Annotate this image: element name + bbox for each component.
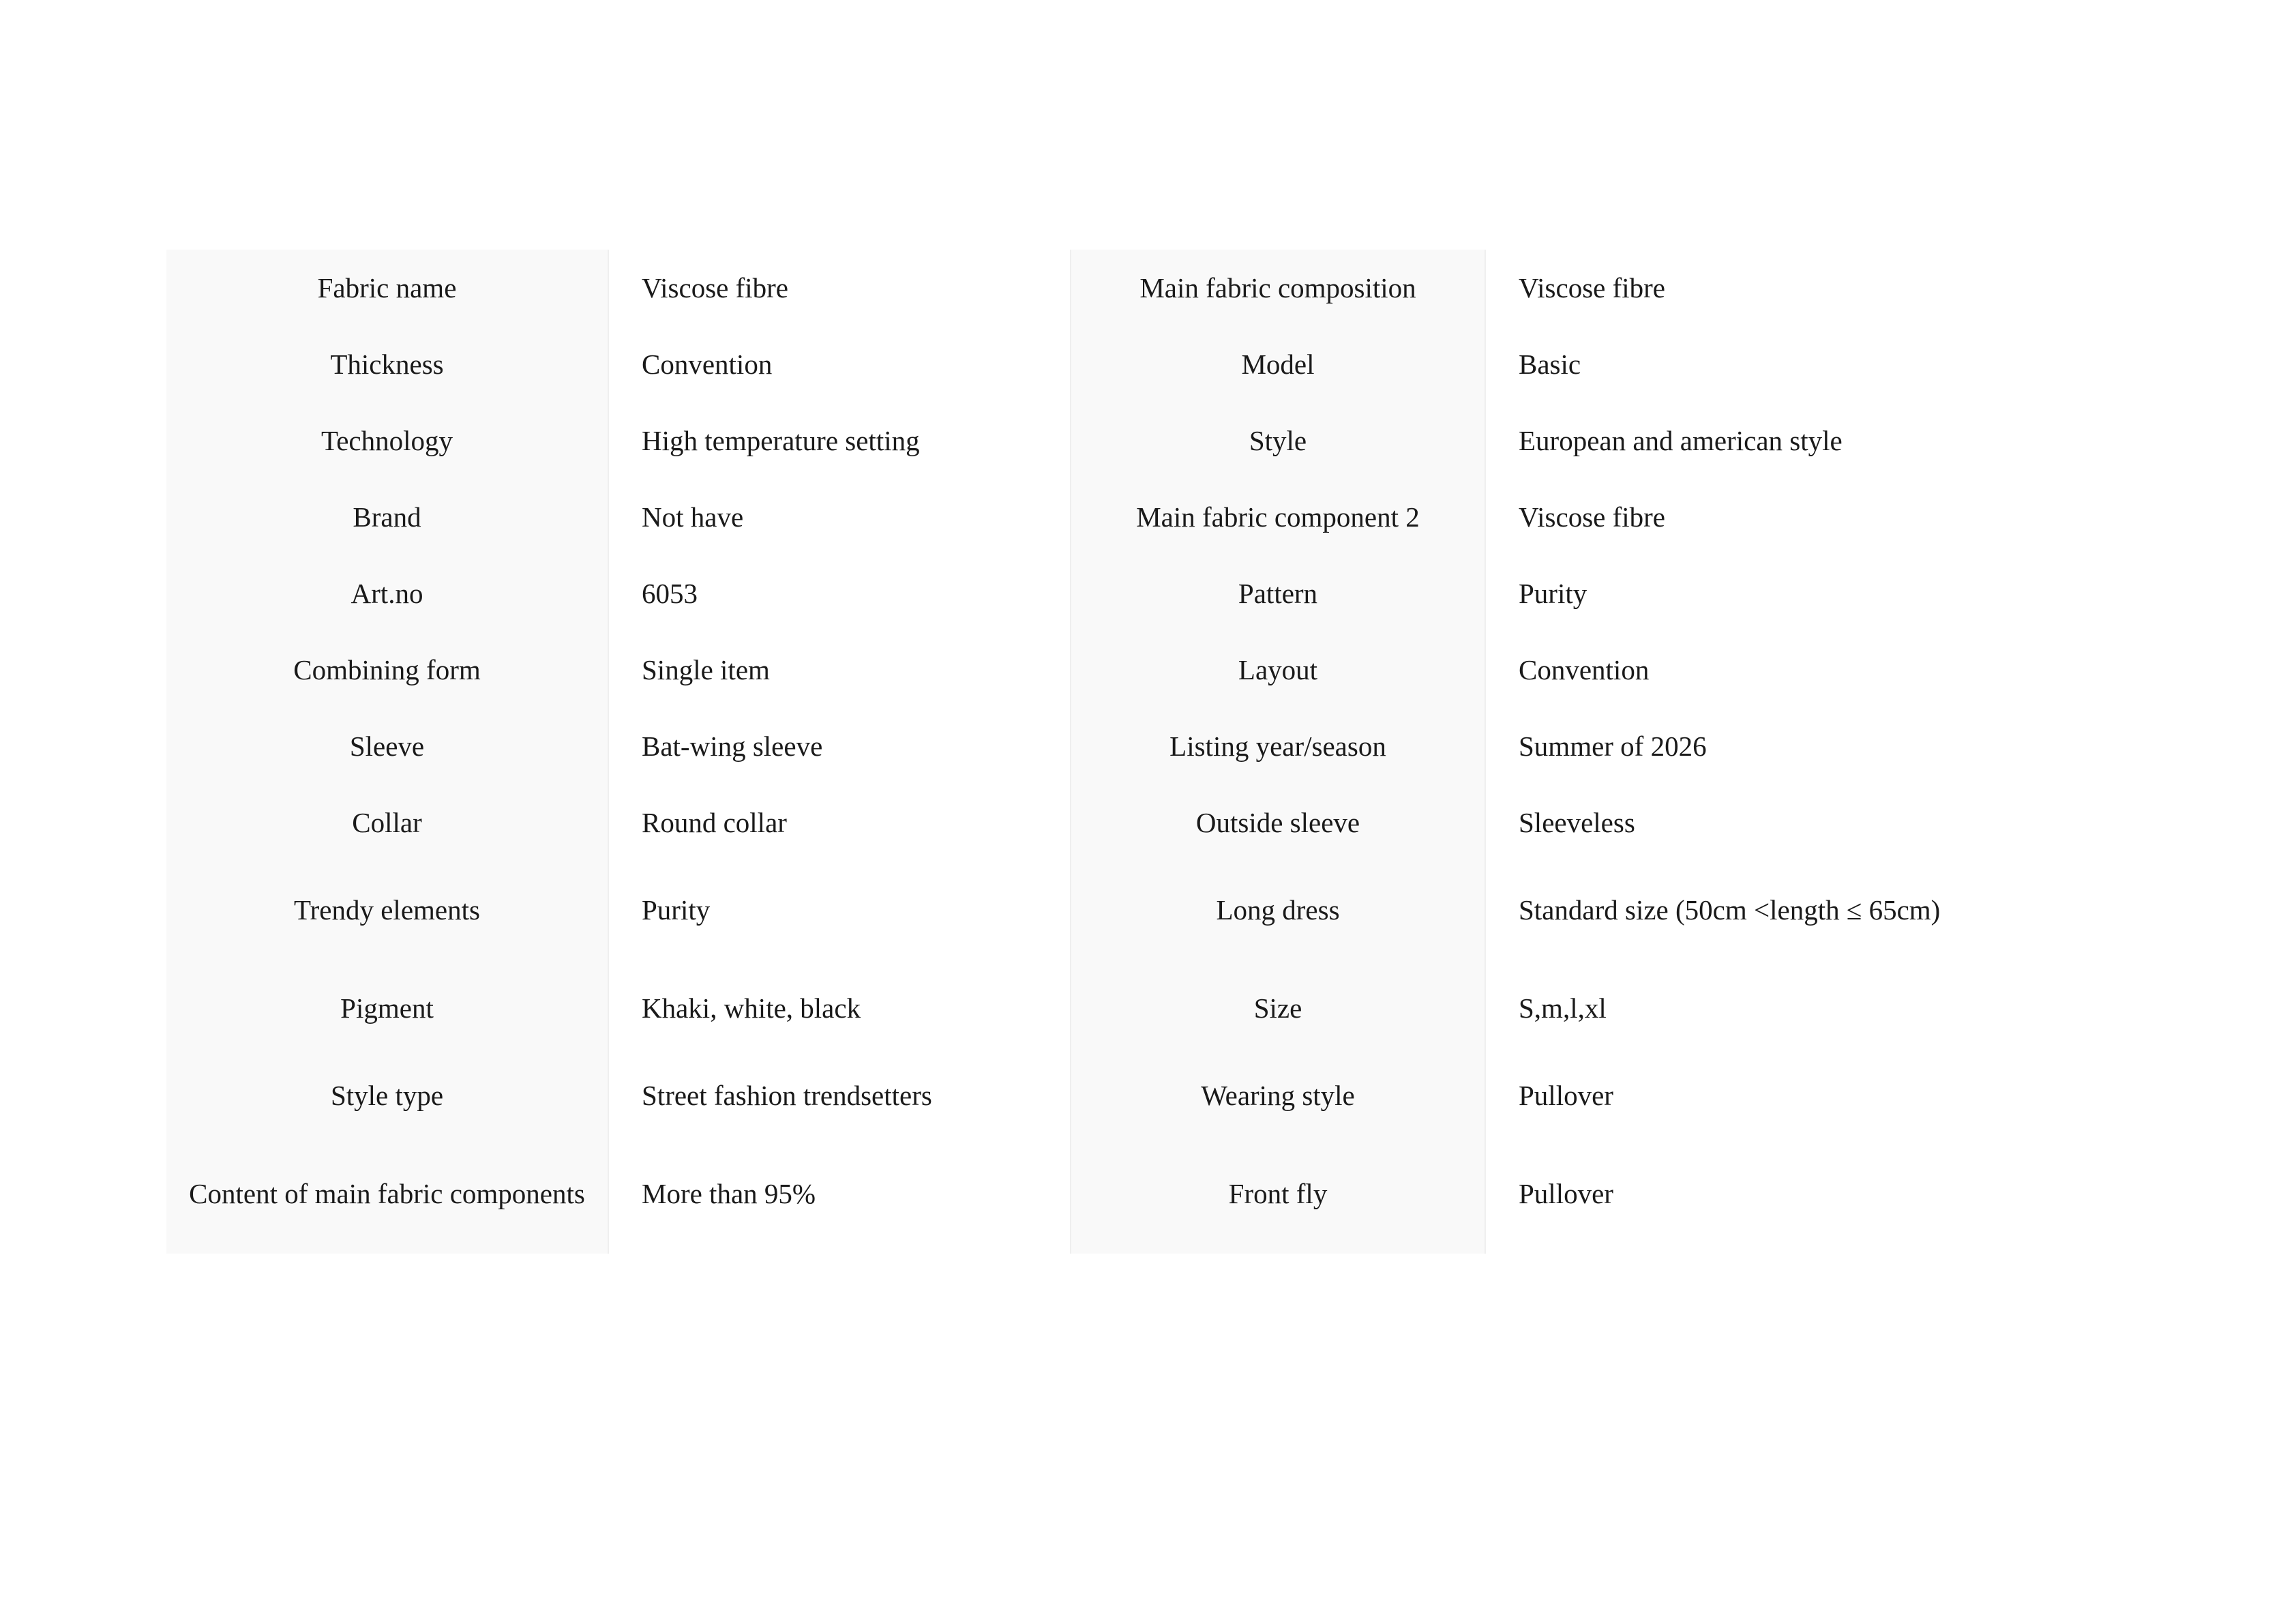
- spec-key: Fabric name: [166, 250, 608, 326]
- spec-value: Purity: [608, 861, 1071, 959]
- table-row: [166, 326, 2008, 402]
- spec-value: Convention: [1485, 632, 2008, 708]
- table-row: [166, 959, 2008, 1057]
- spec-value: Pullover: [1485, 1134, 2008, 1254]
- spec-key: Style: [1071, 402, 1485, 479]
- table-row: [166, 784, 2008, 861]
- spec-key: Outside sleeve: [1071, 784, 1485, 861]
- spec-value: Sleeveless: [1485, 784, 2008, 861]
- spec-key: Main fabric composition: [1071, 250, 1485, 326]
- spec-key: Listing year/season: [1071, 708, 1485, 784]
- spec-key: Main fabric component 2: [1071, 479, 1485, 555]
- table-row: [166, 708, 2008, 784]
- spec-value: Viscose fibre: [608, 250, 1071, 326]
- spec-key: Sleeve: [166, 708, 608, 784]
- table-row: [166, 1134, 2008, 1254]
- product-spec-table: [166, 250, 2008, 1254]
- spec-key: Front fly: [1071, 1134, 1485, 1254]
- spec-value: Standard size (50cm <length ≤ 65cm): [1485, 861, 2008, 959]
- spec-value: Summer of 2026: [1485, 708, 2008, 784]
- spec-value: Purity: [1485, 555, 2008, 632]
- spec-value: High temperature setting: [608, 402, 1071, 479]
- spec-value: Single item: [608, 632, 1071, 708]
- spec-key: Thickness: [166, 326, 608, 402]
- table-row: [166, 861, 2008, 959]
- spec-value: 6053: [608, 555, 1071, 632]
- spec-value: Basic: [1485, 326, 2008, 402]
- table-row: [166, 555, 2008, 632]
- spec-key: Wearing style: [1071, 1057, 1485, 1134]
- spec-key: Model: [1071, 326, 1485, 402]
- spec-key: Collar: [166, 784, 608, 861]
- table-row: [166, 250, 2008, 326]
- spec-key: Style type: [166, 1057, 608, 1134]
- spec-key: Brand: [166, 479, 608, 555]
- spec-value: European and american style: [1485, 402, 2008, 479]
- spec-value: More than 95%: [608, 1134, 1071, 1254]
- spec-value: Viscose fibre: [1485, 250, 2008, 326]
- spec-value: Viscose fibre: [1485, 479, 2008, 555]
- spec-key: Combining form: [166, 632, 608, 708]
- spec-key: Pigment: [166, 959, 608, 1057]
- spec-value: S,m,l,xl: [1485, 959, 2008, 1057]
- spec-key: Pattern: [1071, 555, 1485, 632]
- spec-value: Khaki, white, black: [608, 959, 1071, 1057]
- spec-value: Pullover: [1485, 1057, 2008, 1134]
- spec-key: Technology: [166, 402, 608, 479]
- spec-value: Round collar: [608, 784, 1071, 861]
- table-row: [166, 402, 2008, 479]
- table-row: [166, 479, 2008, 555]
- table-row: [166, 1057, 2008, 1134]
- spec-key: Content of main fabric components: [166, 1134, 608, 1254]
- spec-key: Layout: [1071, 632, 1485, 708]
- spec-value: Not have: [608, 479, 1071, 555]
- spec-value: Bat-wing sleeve: [608, 708, 1071, 784]
- spec-key: Trendy elements: [166, 861, 608, 959]
- spec-value: Street fashion trendsetters: [608, 1057, 1071, 1134]
- spec-value: Convention: [608, 326, 1071, 402]
- spec-key: Size: [1071, 959, 1485, 1057]
- spec-key: Long dress: [1071, 861, 1485, 959]
- spec-key: Art.no: [166, 555, 608, 632]
- table-row: [166, 632, 2008, 708]
